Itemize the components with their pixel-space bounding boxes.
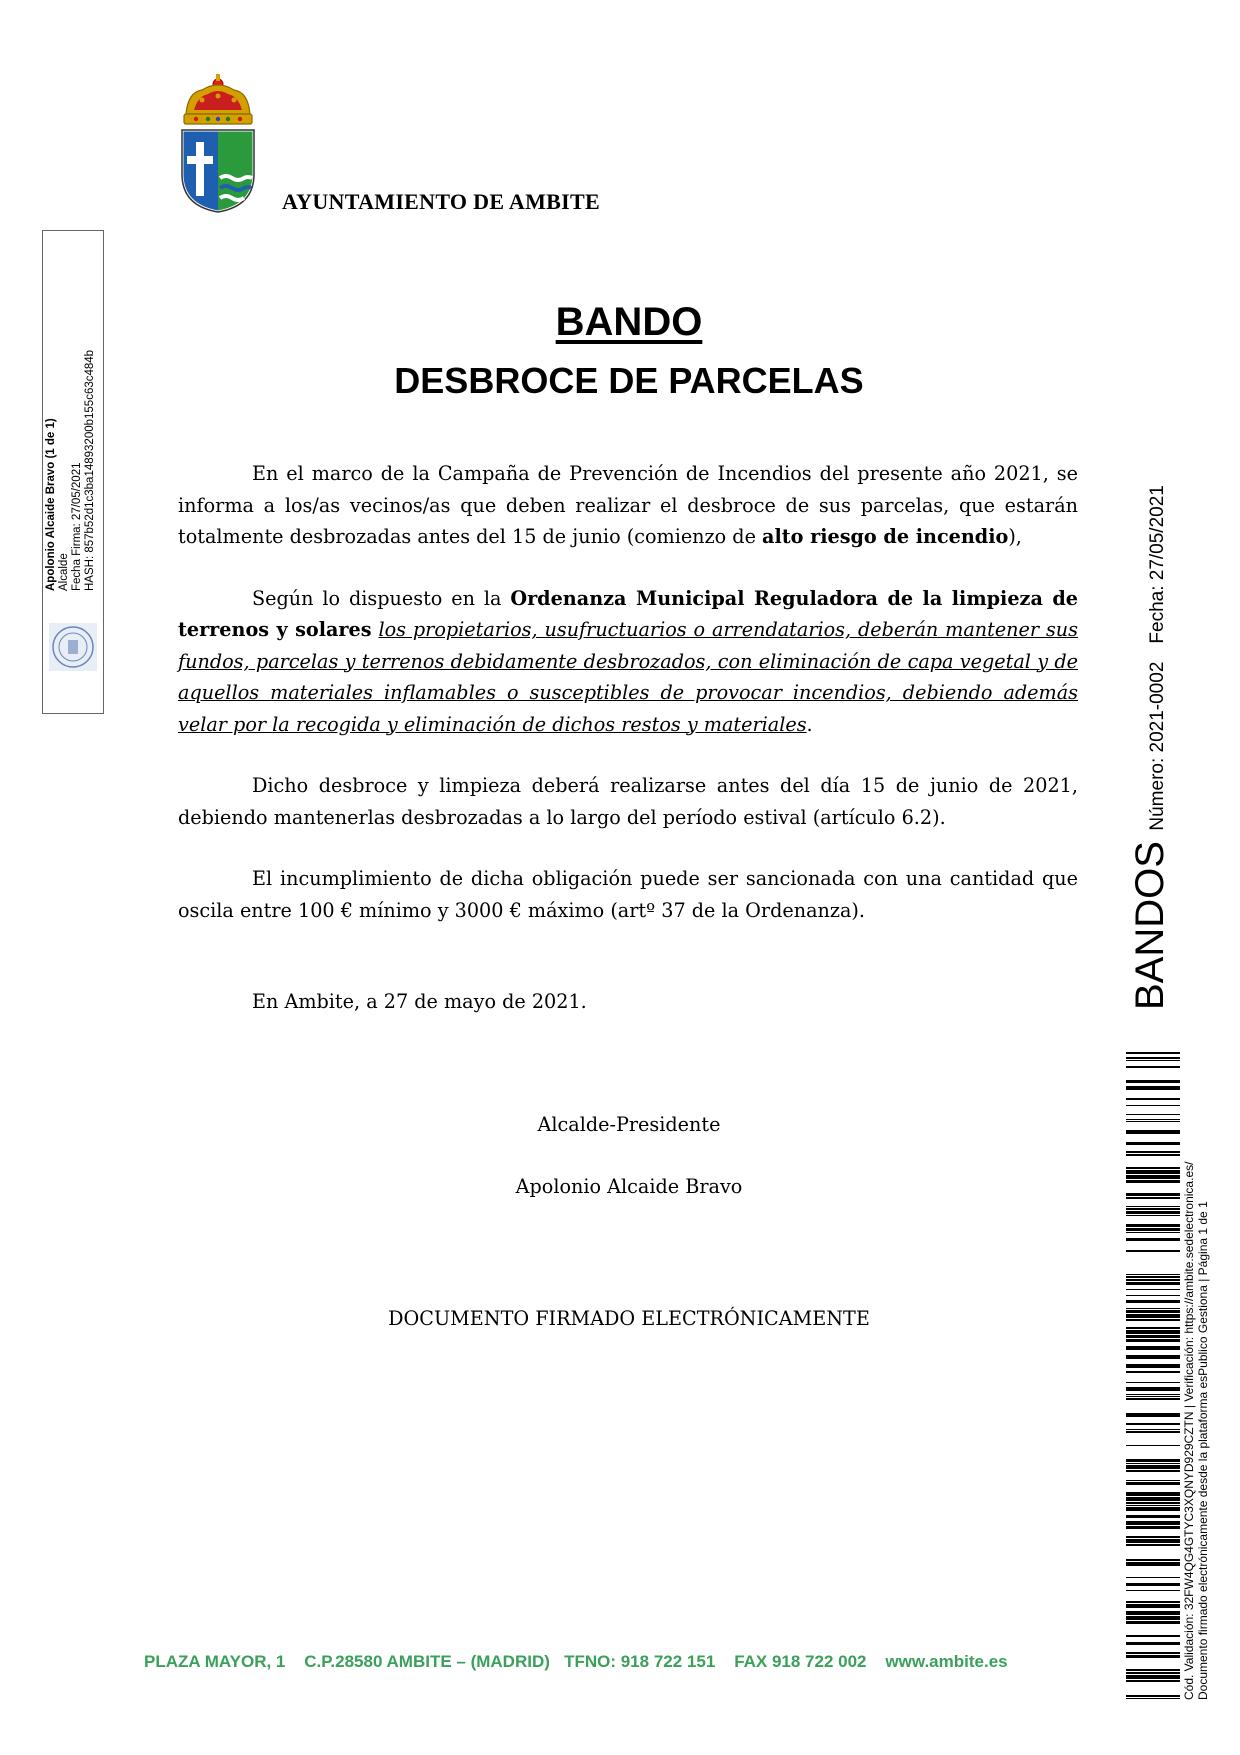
place-date: En Ambite, a 27 de mayo de 2021. bbox=[252, 990, 587, 1013]
document-body bbox=[178, 458, 1078, 956]
paragraph-4: El incumplimiento de dicha obligación puede ser sancionada con una cantidad que oscila entre 100 € mínimo y 3000 € máximo (artº 37 de la Ordenanza). bbox=[178, 867, 1078, 922]
register-type: BANDOS bbox=[1128, 841, 1172, 1010]
validation-info: Cód. Validación: 32FW4QG4GTYC3XQNYD929CZTN | Verificación: https://ambite.sedelectronica.es/ Documento firmado electrónicamente desde la plataforma esPublico Gestiona | Página 1 de 1 bbox=[1182, 1161, 1210, 1700]
paragraph-2: Según lo dispuesto en la Ordenanza Municipal Reguladora de la limpieza de terrenos y solares los propietarios, usufructuarios o arrendatarios, deberán mantener sus fundos, parcelas y terrenos debidamente desbrozados, con eliminación de capa vegetal y de aquellos materiales inflamables o susceptibles de provocar incendios, debiendo además velar por la recogida y eliminación de dichos restos y materiales. bbox=[178, 586, 1078, 736]
signatory-name: Apolonio Alcaide Bravo bbox=[515, 1175, 743, 1198]
document-title: BANDO bbox=[555, 300, 703, 344]
paragraph-3: Dicho desbroce y limpieza deberá realizarse antes del día 15 de junio de 2021, debiendo mantenerlas desbrozadas a lo largo del período estival (artículo 6.2). bbox=[178, 774, 1078, 829]
signature-details: Apolonio Alcaide Bravo (1 de 1) Alcalde Fecha Firma: 27/05/2021 HASH: 857b52d1c3ba14893200b155c63c484b bbox=[45, 349, 96, 591]
paragraph-1: En el marco de la Campaña de Prevención de Incendios del presente año 2021, se informa a los/as vecinos/as que deben realizar el desbroce de sus parcelas, que estarán totalmente desbrozadas antes del 15 de junio (comienzo de alto riesgo de incendio), bbox=[178, 462, 1078, 548]
barcode bbox=[1126, 1052, 1180, 1702]
coat-of-arms-icon bbox=[178, 70, 258, 214]
document-subtitle: DESBROCE DE PARCELAS bbox=[394, 360, 864, 401]
electronic-signature-notice: DOCUMENTO FIRMADO ELECTRÓNICAMENTE bbox=[388, 1307, 870, 1330]
register-number: Número: 2021-0002 bbox=[1147, 661, 1168, 831]
footer-contact: PLAZA MAYOR, 1 C.P.28580 AMBITE – (MADRID) TFNO: 918 722 151 FAX 918 722 002 www.ambite.es bbox=[144, 1652, 1008, 1671]
seal-icon bbox=[49, 623, 97, 671]
register-date: Fecha: 27/05/2021 bbox=[1147, 485, 1168, 644]
signatory-role: Alcalde-Presidente bbox=[537, 1113, 721, 1136]
organization-name: AYUNTAMIENTO DE AMBITE bbox=[282, 189, 600, 214]
signature-box bbox=[42, 230, 104, 714]
website-link[interactable]: www.ambite.es bbox=[885, 1652, 1008, 1671]
